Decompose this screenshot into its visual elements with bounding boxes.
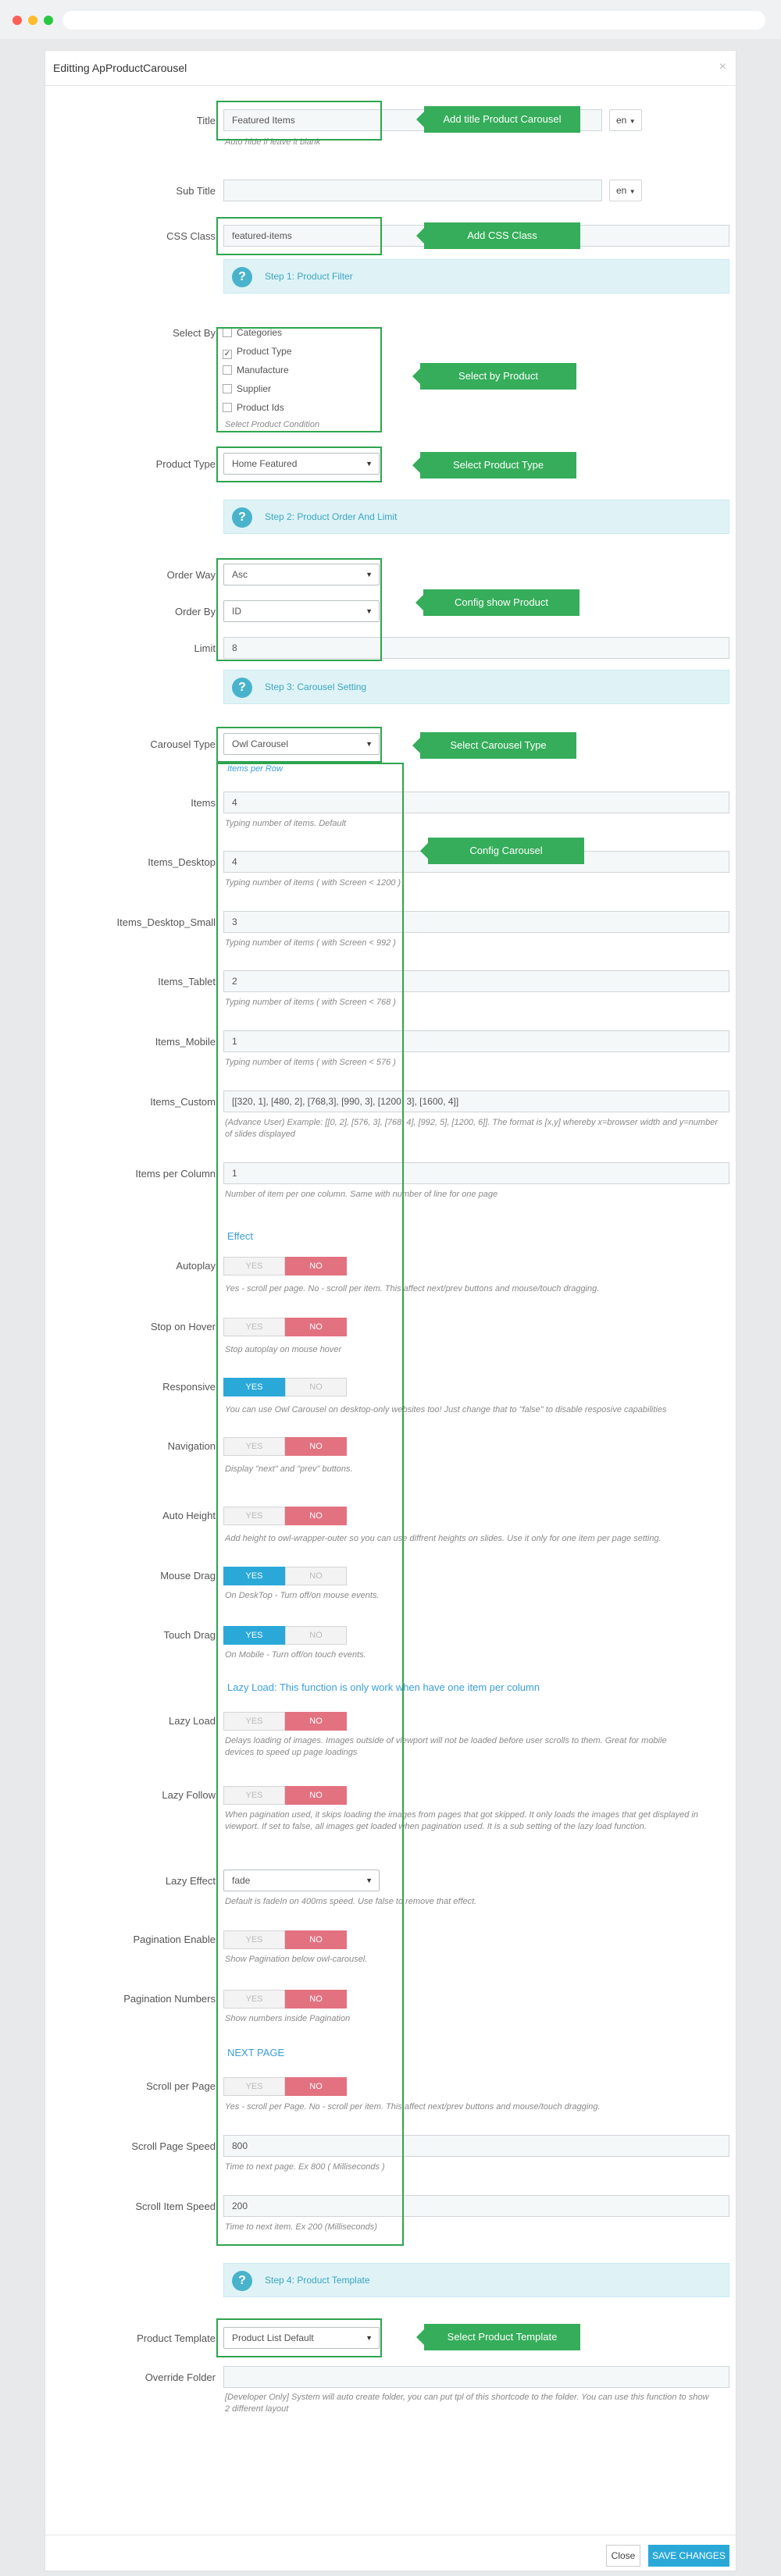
- select-value: Asc: [232, 569, 248, 580]
- toggle-no[interactable]: NO: [285, 1786, 347, 1805]
- edit-modal: [45, 50, 736, 2571]
- items-per-row-heading: Items per Row: [227, 764, 283, 774]
- step-4-text: Step 4: Product Template: [265, 2275, 370, 2286]
- subtitle-input[interactable]: [223, 180, 602, 201]
- items-custom-help: (Advance User) Example: [[0, 2], [576, 3], [768, 4], [992, 5], [1200, 6]]. The format is [x,y] whereby x=browser width and y=number of slides displayed: [225, 1118, 718, 1139]
- checkbox-label: Categories: [237, 327, 283, 338]
- title-input[interactable]: Featured Items: [223, 109, 602, 131]
- lang-value: en: [616, 115, 627, 126]
- navigation-label: Navigation: [167, 1440, 216, 1452]
- title-help: Auto hide if leave it blank: [225, 137, 321, 147]
- order-way-label: Order Way: [166, 569, 216, 581]
- toggle-no[interactable]: NO: [285, 1930, 347, 1949]
- annotation-box-order: [216, 558, 382, 661]
- title-lang-select[interactable]: [609, 109, 642, 131]
- checkbox-label: Product Ids: [237, 402, 284, 413]
- question-icon: ?: [232, 267, 252, 287]
- toggle-yes[interactable]: YES: [223, 1930, 285, 1949]
- subtitle-label: Sub Title: [176, 185, 216, 197]
- scroll-item-speed-input[interactable]: 200: [223, 2195, 729, 2217]
- toggle-yes[interactable]: YES: [223, 1990, 285, 2008]
- step-3-text: Step 3: Carousel Setting: [265, 681, 367, 692]
- items-help: Typing number of items. Default: [225, 819, 347, 828]
- autoplay-help: Yes - scroll per page. No - scroll per item. This affect next/prev buttons and mouse/touch dragging.: [225, 1284, 600, 1293]
- autoplay-label: Autoplay: [176, 1260, 216, 1272]
- select-value: ID: [232, 606, 241, 617]
- auto-height-help: Add height to owl-wrapper-outer so you can use diffrent heights on slides. Use it only for one item per page setting.: [225, 1534, 662, 1543]
- mouse-drag-help: On DeskTop - Turn off/on mouse events.: [225, 1591, 380, 1600]
- minimize-window-icon[interactable]: [28, 16, 37, 25]
- step-4-banner: [223, 2263, 729, 2297]
- annotation-box-template: [216, 2318, 382, 2357]
- annotation-tag-select-by: Select by Product: [420, 363, 576, 390]
- next-page-heading: NEXT PAGE: [227, 2047, 285, 2058]
- chevron-down-icon: ▼: [366, 607, 373, 615]
- scroll-item-speed-help: Time to next item. Ex 200 (Milliseconds): [225, 2222, 377, 2232]
- limit-label: Limit: [194, 642, 216, 654]
- chevron-down-icon: ▼: [629, 118, 636, 125]
- step-2-banner: [223, 500, 729, 534]
- checkbox-label: Supplier: [237, 383, 272, 394]
- toggle-yes[interactable]: YES: [223, 1626, 285, 1645]
- toggle-no[interactable]: NO: [285, 1712, 347, 1731]
- items-desktop-small-input[interactable]: 3: [223, 911, 729, 933]
- auto-height-label: Auto Height: [162, 1510, 216, 1521]
- items-per-column-help: Number of item per one column. Same with number of line for one page: [225, 1190, 498, 1199]
- toggle-yes[interactable]: YES: [223, 1712, 285, 1731]
- items-tablet-input[interactable]: 2: [223, 970, 729, 992]
- select-by-label: Select By: [173, 327, 216, 339]
- scroll-per-page-label: Scroll per Page: [146, 2080, 216, 2092]
- toggle-no[interactable]: NO: [285, 1507, 347, 1525]
- scroll-item-speed-label: Scroll Item Speed: [135, 2201, 216, 2212]
- toggle-yes[interactable]: YES: [223, 1507, 285, 1525]
- maximize-window-icon[interactable]: [44, 16, 53, 25]
- items-input[interactable]: 4: [223, 792, 729, 813]
- product-template-label: Product Template: [137, 2332, 216, 2344]
- chevron-down-icon: ▼: [629, 188, 636, 195]
- chevron-down-icon: ▼: [366, 460, 373, 468]
- stop-hover-label: Stop on Hover: [150, 1321, 216, 1332]
- toggle-no[interactable]: NO: [285, 2077, 347, 2096]
- override-folder-help: [Developer Only] System will auto create folder, you can put tpl of this shortcode to the folder. You can use this function to show 2 different layout: [225, 2393, 709, 2414]
- toggle-no[interactable]: NO: [285, 1378, 347, 1397]
- items-desktop-small-label: Items_Desktop_Small: [116, 916, 216, 928]
- mouse-drag-label: Mouse Drag: [160, 1570, 216, 1582]
- items-desktop-help: Typing number of items ( with Screen < 1200 ): [225, 878, 401, 888]
- items-desktop-small-help: Typing number of items ( with Screen < 992 ): [225, 938, 396, 948]
- annotation-tag-css: Add CSS Class: [424, 222, 580, 249]
- navigation-help: Display "next" and "prev" buttons.: [225, 1464, 353, 1474]
- divider: [45, 85, 736, 86]
- save-changes-button[interactable]: SAVE CHANGES: [648, 2545, 729, 2567]
- select-value: fade: [232, 1875, 251, 1886]
- scroll-per-page-help: Yes - scroll per Page. No - scroll per item. This affect next/prev buttons and mouse/touch dragging.: [225, 2102, 601, 2112]
- annotation-box-css: [216, 217, 382, 255]
- annotation-tag-config: Config Carousel: [428, 838, 584, 864]
- css-class-input[interactable]: featured-items: [223, 225, 729, 247]
- close-window-icon[interactable]: [12, 16, 22, 25]
- select-value: Product List Default: [232, 2332, 314, 2343]
- pagination-numbers-label: Pagination Numbers: [123, 1993, 216, 2005]
- pagination-help: Show Pagination below owl-carousel.: [225, 1955, 368, 1964]
- toggle-yes[interactable]: YES: [223, 1378, 285, 1397]
- touch-drag-label: Touch Drag: [163, 1629, 216, 1641]
- scroll-page-speed-help: Time to next page. Ex 800 ( Milliseconds ): [225, 2162, 385, 2172]
- css-class-label: CSS Class: [166, 230, 216, 242]
- carousel-type-label: Carousel Type: [150, 738, 216, 750]
- order-by-label: Order By: [174, 606, 216, 617]
- checkbox-checked-icon[interactable]: ✓: [223, 350, 231, 358]
- items-tablet-label: Items_Tablet: [158, 976, 216, 987]
- annotation-tag-product-type: Select Product Type: [420, 452, 576, 479]
- items-desktop-input[interactable]: 4: [223, 851, 729, 873]
- step-1-banner: [223, 259, 729, 294]
- annotation-box-select-by: [216, 327, 382, 432]
- select-value: Home Featured: [232, 458, 298, 469]
- question-icon: ?: [232, 507, 252, 528]
- pagination-label: Pagination Enable: [133, 1934, 216, 1945]
- annotation-tag-template: Select Product Template: [424, 2324, 580, 2350]
- responsive-help: You can use Owl Carousel on desktop-only websites too! Just change that to "false" to disable resposive capabilities: [225, 1405, 667, 1414]
- items-tablet-help: Typing number of items ( with Screen < 768 ): [225, 998, 396, 1007]
- toggle-yes[interactable]: YES: [223, 2077, 285, 2096]
- lazy-follow-label: Lazy Follow: [162, 1789, 216, 1801]
- lazy-load-label: Lazy Load: [169, 1715, 216, 1727]
- step-2-text: Step 2: Product Order And Limit: [265, 511, 398, 522]
- address-bar[interactable]: [62, 11, 765, 30]
- select-by-help: Select Product Condition: [225, 420, 320, 429]
- toggle-yes[interactable]: YES: [223, 1786, 285, 1805]
- annotation-box-config: [216, 763, 404, 2246]
- scroll-page-speed-input[interactable]: 800: [223, 2135, 729, 2157]
- checkbox-label: Manufacture: [237, 365, 289, 375]
- chevron-down-icon: ▼: [366, 2334, 373, 2342]
- items-mobile-help: Typing number of items ( with Screen < 576 ): [225, 1058, 396, 1067]
- lazy-follow-help: When pagination used, it skips loading the images from pages that got skipped. It only loads the images that get displayed in viewport. If set to false, all images get loaded when pagination used. It is a sub setting of the lazy load function.: [225, 1810, 698, 1831]
- toggle-no[interactable]: NO: [285, 1626, 347, 1645]
- annotation-box-title: [216, 101, 382, 141]
- items-custom-input[interactable]: [[320, 1], [480, 2], [768,3], [990, 3], [1200, 3], [1600, 4]]: [223, 1091, 729, 1112]
- stop-hover-help: Stop autoplay on mouse hover: [225, 1345, 342, 1354]
- annotation-tag-title: Add title Product Carousel: [424, 106, 580, 133]
- question-icon: ?: [232, 2271, 252, 2291]
- toggle-yes[interactable]: YES: [223, 1318, 285, 1336]
- toggle-no[interactable]: NO: [285, 1318, 347, 1336]
- question-icon: ?: [232, 678, 252, 698]
- toggle-no[interactable]: NO: [285, 1257, 347, 1276]
- items-label: Items: [191, 797, 216, 809]
- toggle-yes[interactable]: YES: [223, 1437, 285, 1456]
- annotation-box-carousel-type: [216, 727, 382, 763]
- lang-value: en: [616, 185, 627, 196]
- items-mobile-label: Items_Mobile: [155, 1036, 216, 1048]
- annotation-box-product-type: [216, 447, 382, 482]
- responsive-label: Responsive: [162, 1381, 216, 1393]
- override-folder-input[interactable]: [223, 2366, 729, 2388]
- step-3-banner: [223, 670, 729, 704]
- toggle-no[interactable]: NO: [285, 1990, 347, 2008]
- modal-title: Editting ApProductCarousel: [53, 62, 187, 74]
- toggle-yes[interactable]: YES: [223, 1567, 285, 1585]
- effect-heading: Effect: [227, 1230, 254, 1242]
- chevron-down-icon: ▼: [366, 571, 373, 578]
- lazy-load-help: Delays loading of images. Images outside of viewport will not be loaded before user scrolls to them. Great for mobile devices to speed up page loadings: [225, 1736, 667, 1757]
- limit-input[interactable]: 8: [223, 637, 729, 659]
- scroll-page-speed-label: Scroll Page Speed: [131, 2140, 216, 2152]
- checkbox-label: Product Type: [237, 346, 292, 357]
- items-desktop-label: Items_Desktop: [148, 856, 216, 868]
- items-per-column-input[interactable]: 1: [223, 1162, 729, 1184]
- step-1-text: Step 1: Product Filter: [265, 271, 353, 282]
- toggle-no[interactable]: NO: [285, 1567, 347, 1585]
- items-custom-label: Items_Custom: [150, 1096, 216, 1108]
- items-per-column-label: Items per Column: [135, 1168, 216, 1179]
- pagination-numbers-help: Show numbers inside Pagination: [225, 2014, 351, 2023]
- items-mobile-input[interactable]: 1: [223, 1030, 729, 1052]
- select-value: Owl Carousel: [232, 738, 289, 749]
- lazy-effect-label: Lazy Effect: [165, 1875, 216, 1887]
- close-button[interactable]: Close: [606, 2545, 640, 2567]
- annotation-tag-order: Config show Product: [423, 589, 580, 616]
- toggle-no[interactable]: NO: [285, 1437, 347, 1456]
- chevron-down-icon: ▼: [366, 1877, 373, 1884]
- product-type-label: Product Type: [155, 458, 216, 470]
- touch-drag-help: On Mobile - Turn off/on touch events.: [225, 1650, 366, 1660]
- browser-chrome: [0, 0, 781, 39]
- chevron-down-icon: ▼: [366, 740, 373, 748]
- override-folder-label: Override Folder: [144, 2371, 216, 2383]
- subtitle-lang-select[interactable]: [609, 180, 642, 201]
- toggle-yes[interactable]: YES: [223, 1257, 285, 1276]
- annotation-tag-carousel-type: Select Carousel Type: [420, 732, 576, 759]
- lazy-load-heading: Lazy Load: This function is only work when have one item per column: [227, 1681, 540, 1693]
- title-label: Title: [196, 115, 216, 126]
- close-icon[interactable]: ×: [719, 60, 726, 73]
- lazy-effect-help: Default is fadeIn on 400ms speed. Use false to remove that effect.: [225, 1897, 477, 1906]
